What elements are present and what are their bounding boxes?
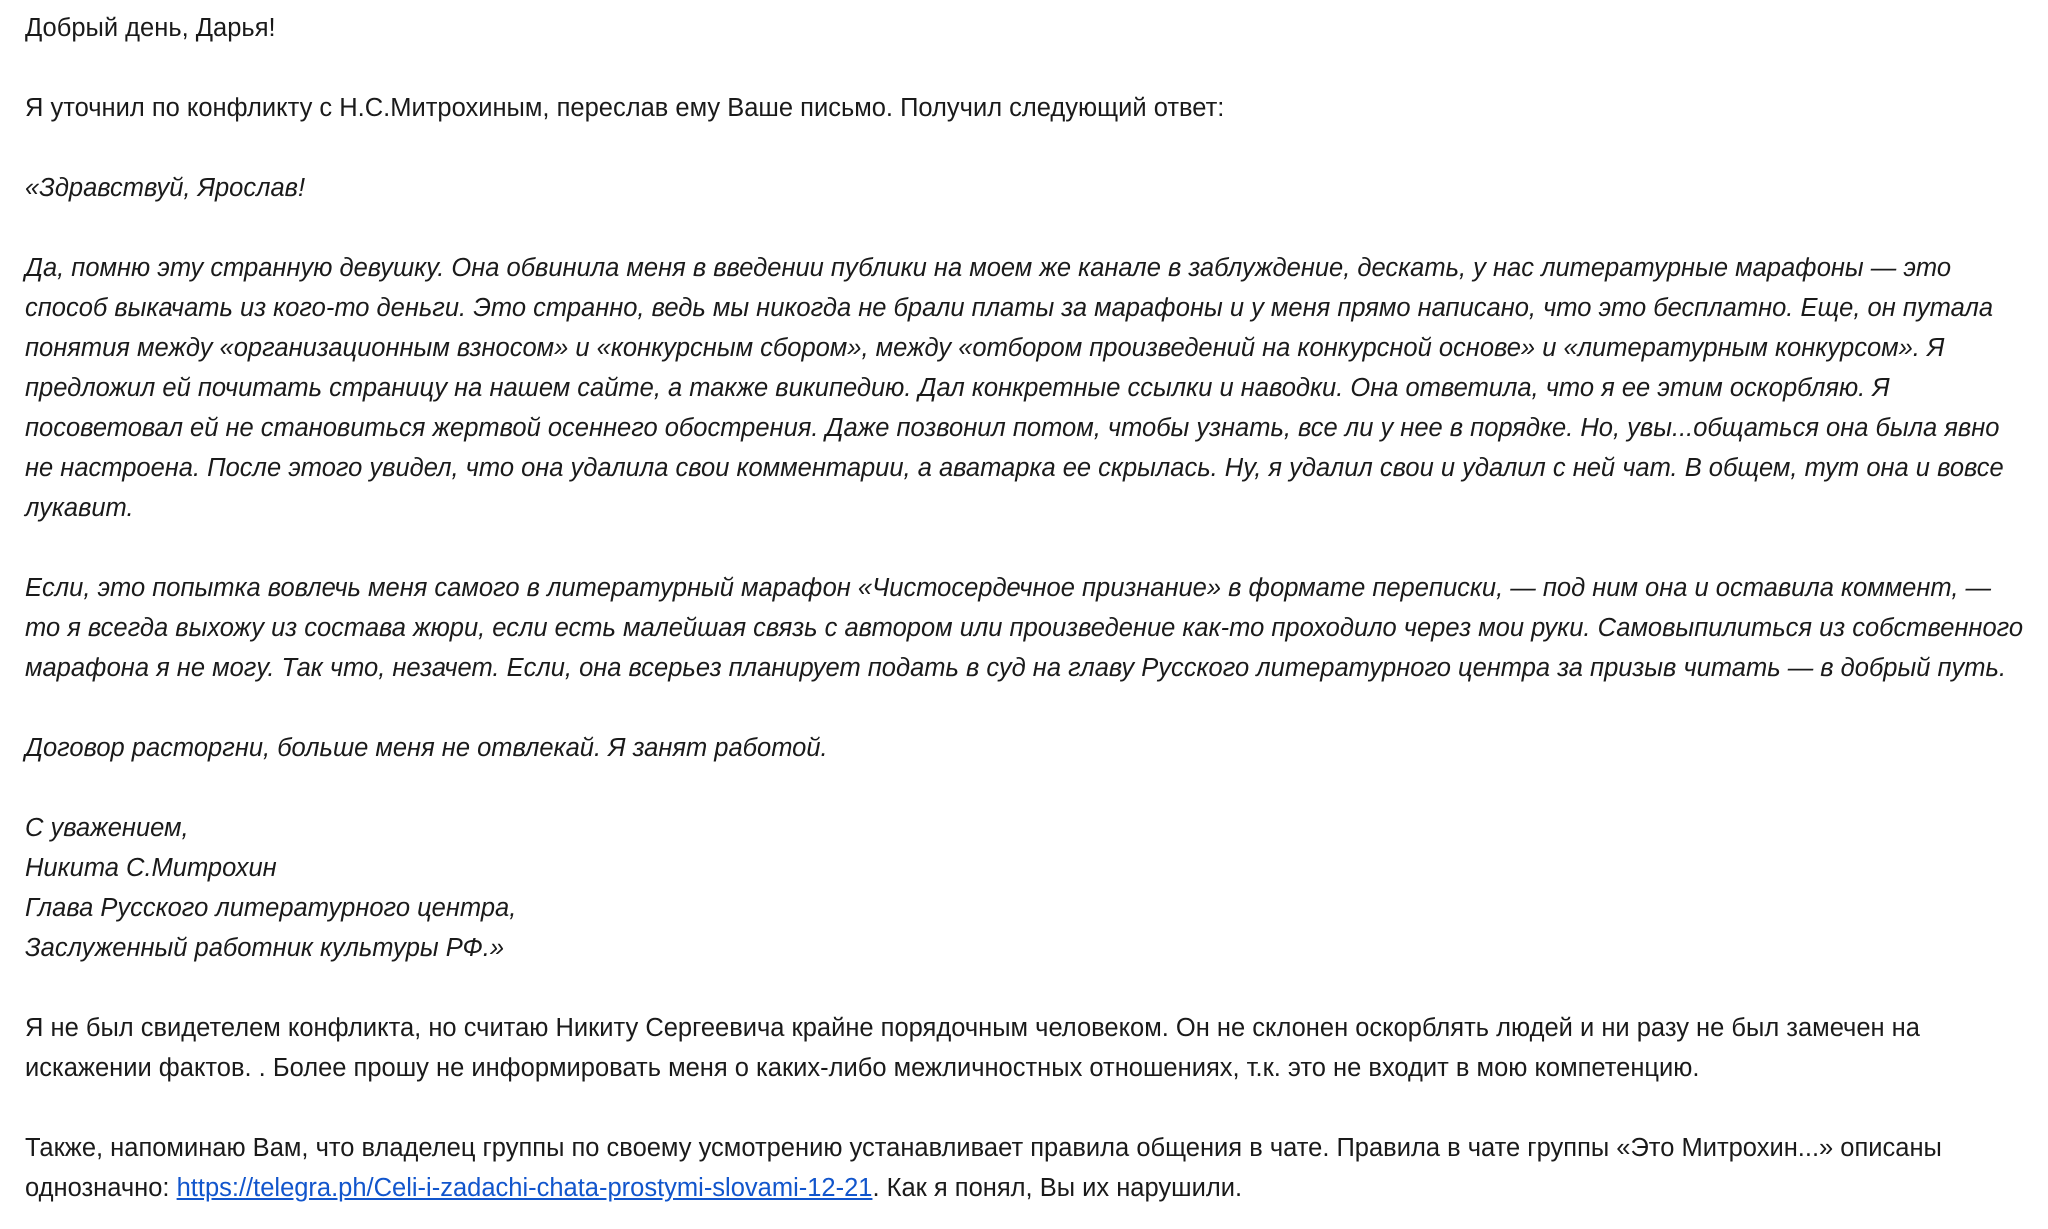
quoted-letter-signature [25, 808, 2030, 968]
signature-honorific: Заслуженный работник культуры РФ.» [25, 934, 505, 962]
quoted-letter-salutation: «Здравствуй, Ярослав! [25, 174, 306, 202]
quoted-letter-paragraph-3: Договор расторгни, больше меня не отвлекай. Я занят работой. [25, 734, 828, 762]
quoted-letter-paragraph-2: Если, это попытка вовлечь меня самого в литературный марафон «Чистосердечное признание» в формате переписки, — под ним она и оставила коммент, — то я всегда выхожу из состава жюри, если есть малейшая связь с автором или произведение как-то проходило через мои руки. Самовыпилиться из собственного марафона я не могу. Так что, незачет. Если, она всерьез планирует подать в суд на главу Русского литературного центра за призыв читать — в добрый путь. [25, 574, 2024, 682]
signature-title: Глава Русского литературного центра, [25, 894, 517, 922]
telegraph-rules-link[interactable]: https://telegra.ph/Celi-i-zadachi-chata-prostymi-slovami-12-21 [176, 1174, 873, 1202]
opinion-paragraph: Я не был свидетелем конфликта, но считаю Никиту Сергеевича крайне порядочным человеком. Он не склонен оскорблять людей и ни разу не был замечен на искажении фактов. . Более прошу не информировать меня о каких-либо межличностных отношениях, т.к. это не входит в мою компетенцию. [25, 1014, 1920, 1082]
signature-name: Никита С.Митрохин [25, 854, 277, 882]
quoted-letter-paragraph-1: Да, помню эту странную девушку. Она обвинила меня в введении публики на моем же канале в заблуждение, дескать, у нас литературные марафоны — это способ выкачать из кого-то деньги. Это странно, ведь мы никогда не брали платы за марафоны и у меня прямо написано, что это бесплатно. Еще, он путала понятия между «организационным взносом» и «конкурсным сбором», между «отбором произведений на конкурсной основе» и «литературным конкурсом». Я предложил ей почитать страницу на нашем сайте, а также википедию. Дал конкретные ссылки и наводки. Она ответила, что я ее этим оскорбляю. Я посоветовал ей не становиться жертвой осеннего обострения. Даже позвонил потом, чтобы узнать, все ли у нее в порядке. Но, увы...общаться она была явно не настроена. После этого увидел, что она удалила свои комментарии, а аватарка ее скрылась. Ну, я удалил свои и удалил с ней чат. В общем, тут она и вовсе лукавит. [25, 254, 2004, 522]
rules-paragraph [25, 1128, 2030, 1208]
greeting-paragraph: Добрый день, Дарья! [25, 14, 276, 42]
intro-paragraph: Я уточнил по конфликту с Н.С.Митрохиным, переслав ему Ваше письмо. Получил следующий ответ: [25, 94, 1225, 122]
rules-text-after-link: . Как я понял, Вы их нарушили. [872, 1174, 1243, 1202]
signature-closing: С уважением, [25, 814, 189, 842]
rules-text-before-link: Также, напоминаю Вам, что владелец группы по своему усмотрению устанавливает правила общения в чате. Правила в чате группы «Это Митрохин...» описаны однозначно: [25, 1134, 1942, 1202]
